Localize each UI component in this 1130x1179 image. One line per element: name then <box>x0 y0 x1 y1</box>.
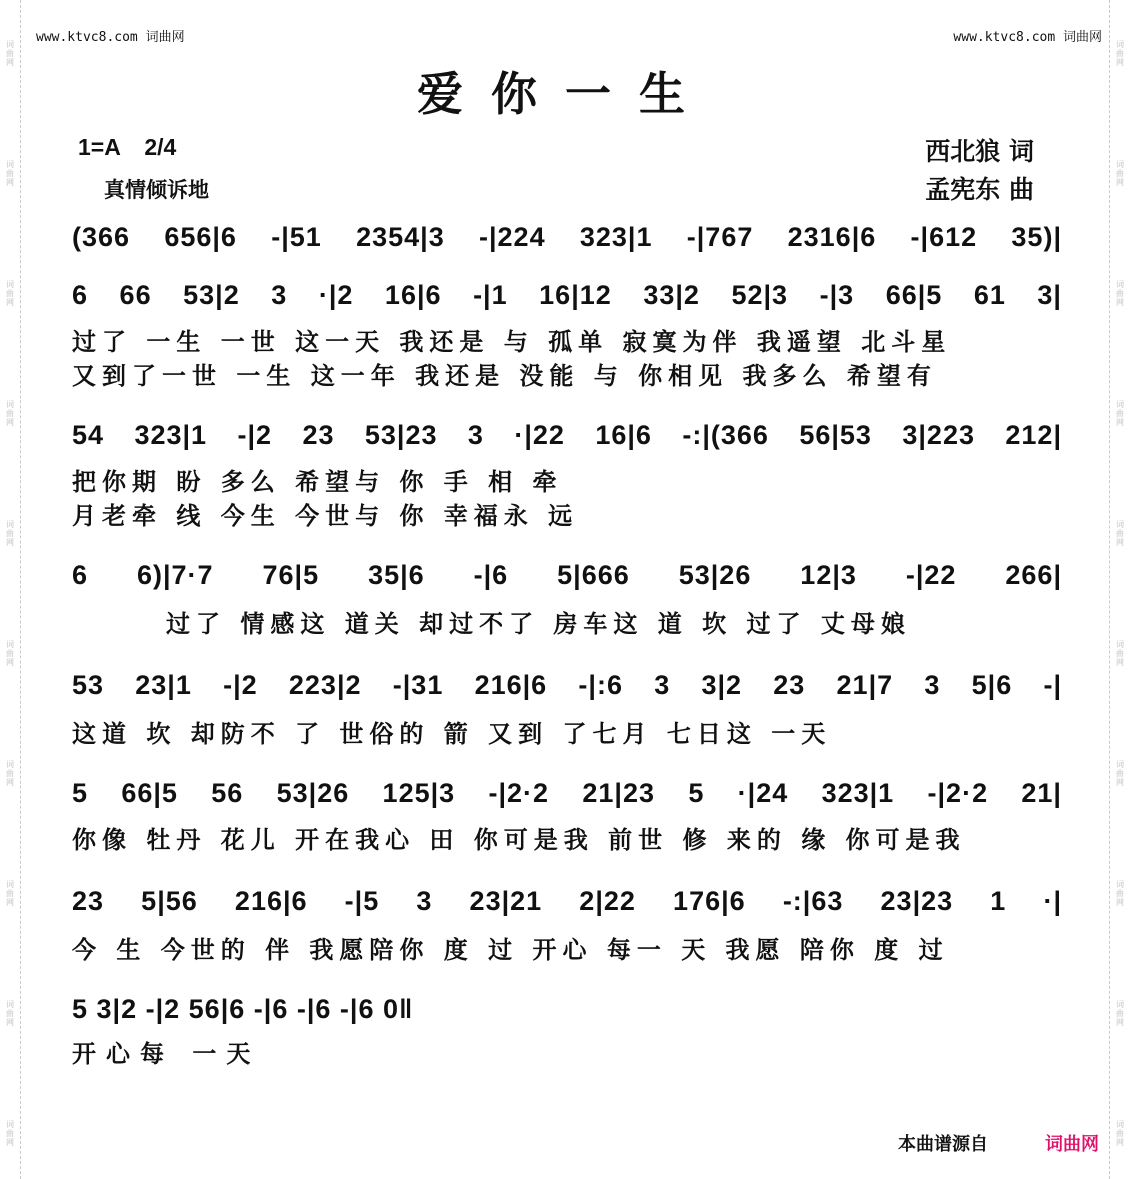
lyricist-credit: 西北狼 词 <box>925 137 1034 166</box>
side-watermark: 词曲网 <box>6 760 14 787</box>
lyric-line: 又到了一世 一生 这一年 我还是 没能 与 你相见 我多么 希望有 <box>72 362 937 390</box>
side-watermark: 词曲网 <box>6 1120 14 1147</box>
side-watermark: 词曲网 <box>6 640 14 667</box>
notation-line: 54 323|1 -|2 23 53|23 3 ·|22 16|6 -:|(366 56|53 3|223 212| <box>72 420 1062 450</box>
side-watermark: 词曲网 <box>6 400 14 427</box>
side-watermark: 词曲网 <box>6 40 14 67</box>
side-watermark: 词曲网 <box>6 280 14 307</box>
side-watermark: 词曲网 <box>1116 400 1124 427</box>
source-label: 本曲谱源自 <box>898 1134 988 1155</box>
lyric-line: 把你期 盼 多么 希望与 你 手 相 牵 <box>72 468 563 496</box>
side-watermark: 词曲网 <box>6 1000 14 1027</box>
lyric-line: 月老牵 线 今生 今世与 你 幸福永 远 <box>72 502 579 530</box>
left-margin-watermark <box>0 0 21 1179</box>
side-watermark: 词曲网 <box>1116 1000 1124 1027</box>
side-watermark: 词曲网 <box>1116 880 1124 907</box>
notation-line: 53 23|1 -|2 223|2 -|31 216|6 -|:6 3 3|2 23 21|7 3 5|6 -| <box>72 670 1062 700</box>
side-watermark: 词曲网 <box>1116 640 1124 667</box>
side-watermark: 词曲网 <box>6 160 14 187</box>
lyric-line: 开心每 一天 <box>72 1040 261 1068</box>
lyric-line: 你像 牡丹 花儿 开在我心 田 你可是我 前世 修 来的 缘 你可是我 <box>72 826 966 854</box>
side-watermark: 词曲网 <box>6 520 14 547</box>
source-site-link[interactable]: 词曲网 <box>1045 1134 1099 1155</box>
lyric-line: 这道 坎 却防不 了 世俗的 箭 又到 了七月 七日这 一天 <box>72 720 832 748</box>
side-watermark: 词曲网 <box>1116 40 1124 67</box>
key-signature: 1=A 2/4 <box>78 134 177 160</box>
notation-line: 23 5|56 216|6 -|5 3 23|21 2|22 176|6 -:|63 23|23 1 ·| <box>72 886 1062 916</box>
notation-line: 6 66 53|2 3 ·|2 16|6 -|1 16|12 33|2 52|3 -|3 66|5 61 3| <box>72 280 1062 310</box>
notation-line: (366 656|6 -|51 2354|3 -|224 323|1 -|767 2316|6 -|612 35)| <box>72 222 1062 252</box>
side-watermark: 词曲网 <box>1116 160 1124 187</box>
side-watermark: 词曲网 <box>1116 1120 1124 1147</box>
lyric-line: 过了 一生 一世 这一天 我还是 与 孤单 寂寞为伴 我遥望 北斗星 <box>72 328 952 356</box>
notation-line: 6 6)|7·7 76|5 35|6 -|6 5|666 53|26 12|3 -|22 266| <box>72 560 1062 590</box>
side-watermark: 词曲网 <box>1116 280 1124 307</box>
lyric-line: 过了 情感这 道关 却过不了 房车这 道 坎 过了 丈母娘 <box>166 610 911 638</box>
song-title: 爱你一生 <box>417 67 713 121</box>
right-margin-watermark <box>1109 0 1130 1179</box>
composer-credit: 孟宪东 曲 <box>925 175 1034 204</box>
site-watermark-left: www.ktvc8.com 词曲网 <box>36 30 185 45</box>
side-watermark: 词曲网 <box>1116 520 1124 547</box>
site-watermark-right: www.ktvc8.com 词曲网 <box>953 30 1102 45</box>
side-watermark: 词曲网 <box>1116 760 1124 787</box>
side-watermark: 词曲网 <box>6 880 14 907</box>
lyric-line: 今 生 今世的 伴 我愿陪你 度 过 开心 每一 天 我愿 陪你 度 过 <box>72 936 949 964</box>
notation-line: 5 66|5 56 53|26 125|3 -|2·2 21|23 5 ·|24 323|1 -|2·2 21| <box>72 778 1062 808</box>
expression-mark: 真情倾诉地 <box>104 178 209 202</box>
notation-line: 5 3|2 -|2 56|6 -|6 -|6 -|6 0‖ <box>72 994 414 1024</box>
